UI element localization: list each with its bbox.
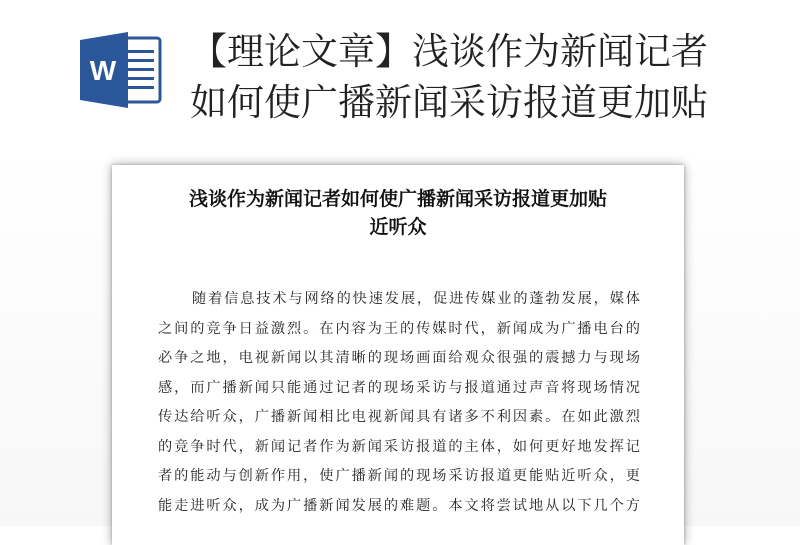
document-page: [112, 165, 684, 545]
document-title-line-1: 浅谈作为新闻记者如何使广播新闻采访报道更加贴: [188, 188, 607, 210]
word-document-icon: [76, 30, 164, 110]
document-title: [112, 185, 684, 241]
body-line: 者的能动与创新作用，使广播新闻的现场采访报道更能贴近听众，更: [158, 468, 640, 484]
body-line: 感，而广播新闻只能通过记者的现场采访与报道通过声音将现场情况: [158, 379, 640, 396]
body-line: 随着信息技术与网络的快速发展，促进传媒业的蓬勃发展，媒体: [192, 291, 640, 307]
header: [0, 0, 800, 150]
body-line: 之间的竞争日益激烈。在内容为王的传媒时代，新闻成为广播电台的: [158, 320, 640, 337]
document-body: [158, 285, 640, 521]
document-title-line-2: 近听众: [369, 216, 427, 238]
body-line: 能走进听众，成为广播新闻发展的难题。本文将尝试地从以下几个方: [158, 497, 640, 514]
word-icon-letter: W: [89, 55, 117, 86]
headline-line-2: 如何使广播新闻采访报道更加贴: [190, 81, 708, 124]
headline-line-1: 【理论文章】浅谈作为新闻记者: [190, 30, 708, 73]
page-headline: [190, 26, 790, 128]
body-line: 传达给听众，广播新闻相比电视新闻具有诸多不利因素。在如此激烈: [158, 409, 640, 425]
body-line: 的竞争时代，新闻记者作为新闻采访报道的主体，如何更好地发挥记: [158, 438, 640, 455]
body-line: 必争之地，电视新闻以其清晰的现场画面给观众很强的震撼力与现场: [158, 350, 640, 366]
